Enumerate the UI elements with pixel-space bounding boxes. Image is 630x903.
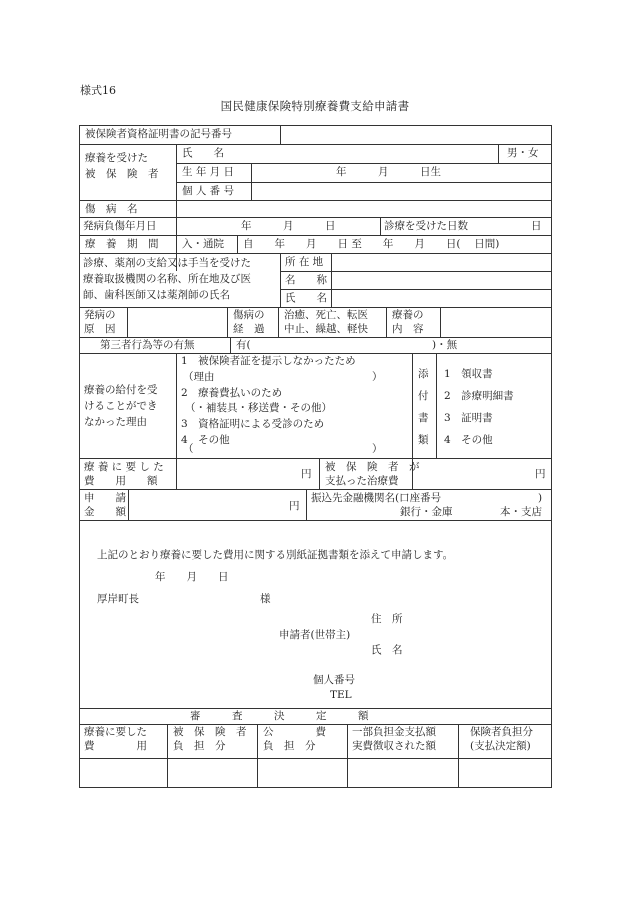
bank-account-close: ) <box>538 492 543 504</box>
treatment-days-label: 診療を受けた日数 <box>384 220 468 232</box>
insured-card-number-label: 被保険者資格証明書の記号番号 <box>85 128 232 140</box>
third-party-yes-option[interactable]: 有( <box>236 339 251 351</box>
personal-number-field[interactable] <box>252 183 551 200</box>
attachments-label-char-3: 書 <box>418 412 429 424</box>
injury-name-label: 傷 病 名 <box>85 203 138 215</box>
reason-label-line-3: なかった理由 <box>84 416 147 428</box>
onset-date-field[interactable]: 年 月 日 <box>241 220 336 232</box>
paid-treatment-field[interactable] <box>413 459 533 488</box>
applicant-label: 申請者(世帯主) <box>279 629 351 641</box>
addressee-honorific: 様 <box>260 593 271 605</box>
review-public-share-field[interactable] <box>258 759 346 787</box>
reason-label-line-2: けることができ <box>84 400 158 412</box>
reason-option-1[interactable]: 1 被保険者証を提示しなかったため <box>181 355 356 367</box>
care-content-label: 療養の <box>392 309 424 321</box>
treatment-days-unit: 日 <box>531 220 542 232</box>
review-col-copayment: 一部負担金支払額 <box>352 726 436 738</box>
review-col-insurer-share: 保険者負担分 <box>470 726 533 738</box>
attachment-itemized-statement[interactable]: 2 診療明細書 <box>444 390 514 402</box>
claim-amount-field[interactable] <box>129 490 284 519</box>
birth-date-label: 生 年 月 日 <box>182 166 235 178</box>
course-options-line-2[interactable]: 中止、繰越、軽快 <box>284 323 368 335</box>
attachment-certificate[interactable]: 3 証明書 <box>444 412 493 424</box>
review-col-insurer-share-2: (支払決定額) <box>470 740 531 752</box>
attachments-label-char-1: 添 <box>418 368 429 380</box>
review-col-care-cost: 療養に要した <box>84 726 147 738</box>
applicant-address-field[interactable] <box>415 610 545 626</box>
gender-selector[interactable]: 男・女 <box>507 147 539 159</box>
applicant-name-label: 氏 名 <box>371 644 403 656</box>
declaration-statement: 上記のとおり療養に要した費用に関する別紙証拠書類を添えて申請します。 <box>97 549 454 561</box>
attachments-label-char-2: 付 <box>418 390 429 402</box>
paid-treatment-unit: 円 <box>535 468 546 480</box>
onset-cause-field[interactable] <box>128 308 226 337</box>
review-col-copayment-2: 実費徴収された額 <box>352 740 436 752</box>
reason-label-line-1: 療養の給付を受 <box>84 384 158 396</box>
applicant-personal-number-label: 個人番号 <box>313 674 355 686</box>
practitioner-name-label: 氏 名 <box>285 292 327 304</box>
provider-address-field[interactable] <box>332 254 551 271</box>
care-cost-label-2: 費 用 額 <box>84 475 158 487</box>
review-col-insured-share: 被 保 険 者 <box>173 726 247 738</box>
bank-account-label: 振込先金融機関名(口座番号 <box>311 492 442 504</box>
practitioner-name-field[interactable] <box>332 290 551 307</box>
provider-name-field[interactable] <box>332 272 551 289</box>
form-title: 国民健康保険特別療養費支給申請書 <box>220 99 410 113</box>
onset-cause-label: 発病の <box>84 309 116 321</box>
patient-name-field[interactable] <box>252 145 497 163</box>
attachment-other[interactable]: 4 その他 <box>444 434 493 446</box>
review-copayment-field[interactable] <box>348 759 457 787</box>
care-type-selector[interactable]: 入・通院 <box>182 238 224 250</box>
bank-type-selector[interactable]: 銀行・金庫 <box>400 506 453 518</box>
onset-date-label: 発病負傷年月日 <box>83 220 157 232</box>
care-content-label-2: 内 容 <box>392 323 424 335</box>
review-header: 審 査 決 定 額 <box>190 710 369 722</box>
claim-amount-label-2: 金 額 <box>84 506 126 518</box>
onset-cause-label-2: 原 因 <box>84 323 116 335</box>
insured-card-number-field[interactable] <box>281 126 551 144</box>
reason-option-2[interactable]: 2 療養費払いのため <box>181 387 283 399</box>
care-period-label: 療 養 期 間 <box>85 238 159 250</box>
patient-section-label: 療養を受けた <box>85 152 148 164</box>
review-col-care-cost-2: 費 用 <box>84 740 147 752</box>
course-label-2: 経 過 <box>233 323 265 335</box>
injury-name-field[interactable] <box>177 201 551 217</box>
reason-option-4-detail[interactable]: （ ） <box>183 443 383 455</box>
patient-name-label: 氏 名 <box>182 147 224 159</box>
application-date-field[interactable]: 年 月 日 <box>155 571 229 583</box>
attachment-receipt[interactable]: 1 領収書 <box>444 368 493 380</box>
claim-amount-label: 申 請 <box>84 492 126 504</box>
reason-option-2-detail[interactable]: （・補装具・移送費・その他） <box>185 402 332 414</box>
form-number: 様式16 <box>80 84 116 97</box>
third-party-label: 第三者行為等の有無 <box>100 339 195 351</box>
branch-type-selector[interactable]: 本・支店 <box>500 506 542 518</box>
provider-description-line-2: 療養取扱機関の名称、所在地及び医 <box>83 273 251 285</box>
review-insured-share-field[interactable] <box>168 759 256 787</box>
care-content-field[interactable] <box>441 308 551 337</box>
course-label: 傷病の <box>233 309 265 321</box>
paid-treatment-label: 被 保 険 者 が <box>325 461 420 473</box>
third-party-no-option[interactable]: )・無 <box>432 339 458 351</box>
reason-option-4[interactable]: 4 その他 <box>181 434 230 446</box>
course-options-line-1[interactable]: 治癒、死亡、転医 <box>284 309 368 321</box>
review-col-insured-share-2: 負 担 分 <box>173 740 226 752</box>
applicant-tel-label: TEL <box>330 689 352 701</box>
provider-description-line-1: 診療、薬剤の支給又は手当を受けた <box>83 257 251 269</box>
reason-option-3[interactable]: 3 資格証明による受診のため <box>181 418 325 430</box>
paid-treatment-label-2: 支払った治療費 <box>325 475 399 487</box>
reason-option-1-detail[interactable]: （理由 ） <box>183 371 383 383</box>
care-cost-label: 療 養 に 要 し た <box>84 461 164 473</box>
birth-date-field[interactable]: 年 月 日生 <box>336 166 441 178</box>
applicant-address-label: 住 所 <box>371 613 403 625</box>
care-cost-field[interactable] <box>177 459 305 488</box>
review-col-public-share-2: 負 担 分 <box>263 740 316 752</box>
applicant-name-field[interactable] <box>415 641 545 657</box>
provider-description-line-3: 師、歯科医師又は薬剤師の氏名 <box>83 289 230 301</box>
provider-name-label: 名 称 <box>285 274 327 286</box>
personal-number-label: 個 人 番 号 <box>182 185 235 197</box>
review-insurer-share-field[interactable] <box>459 759 551 787</box>
patient-section-label-2: 被 保 険 者 <box>85 168 159 180</box>
provider-address-label: 所 在 地 <box>285 256 324 268</box>
addressee: 厚岸町長 <box>97 593 139 605</box>
care-period-range[interactable]: 自 年 月 日 至 年 月 日( 日間) <box>243 238 500 250</box>
review-col-public-share: 公 費 <box>263 726 326 738</box>
claim-amount-unit: 円 <box>289 500 300 512</box>
review-care-cost-field[interactable] <box>80 759 166 787</box>
care-cost-unit: 円 <box>301 468 312 480</box>
attachments-label-char-4: 類 <box>418 434 429 446</box>
